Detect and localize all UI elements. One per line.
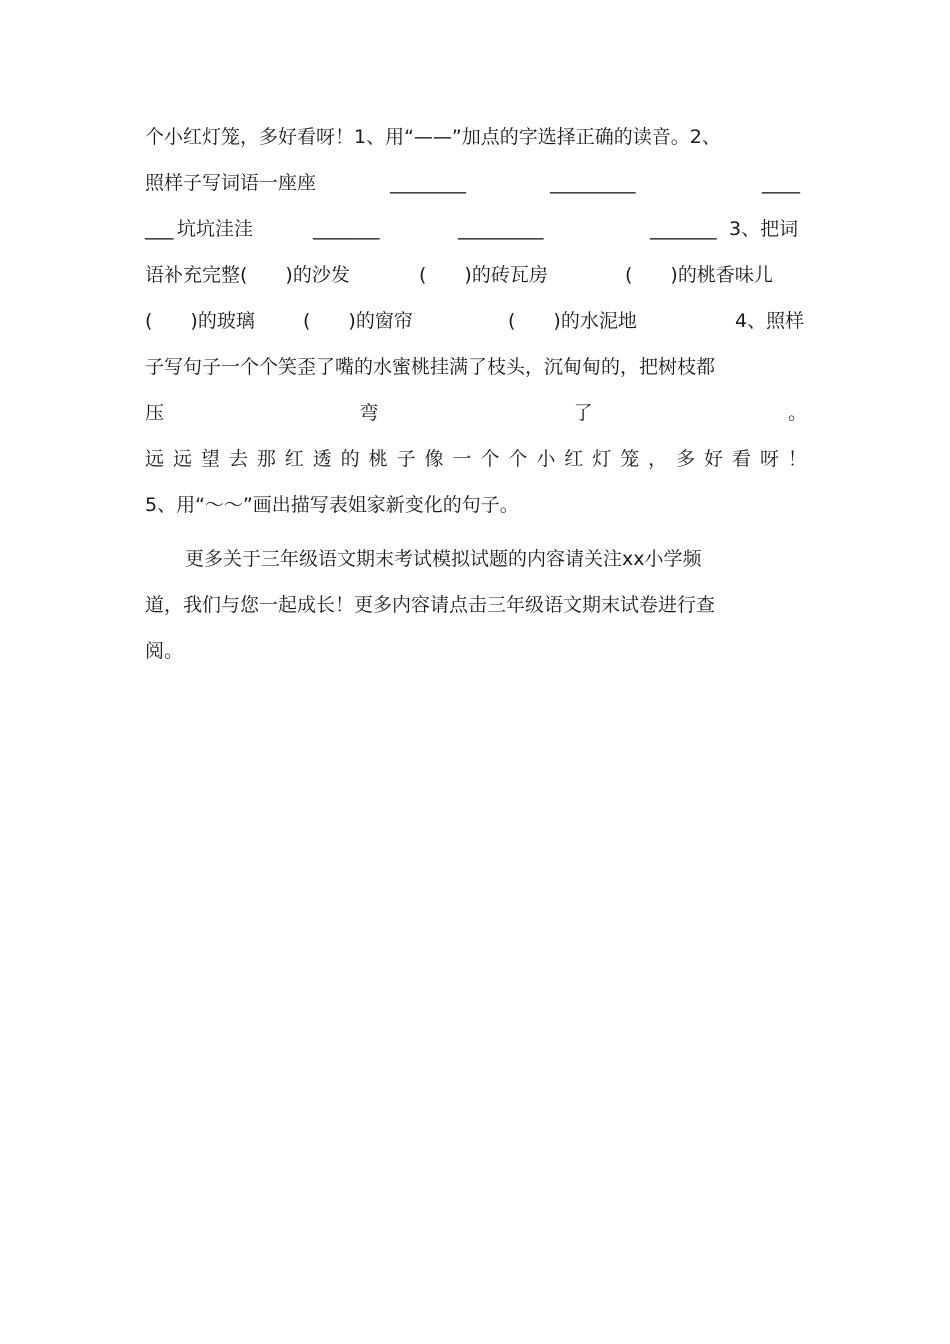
paragraph-text: 5、用“～～”画出描写表姐家新变化的句子。: [145, 494, 519, 516]
text-line: [145, 118, 807, 164]
justified-char: 桃: [368, 448, 388, 470]
justified-char: 透: [312, 448, 332, 470]
text-line: [145, 348, 807, 394]
justified-char: 压: [145, 402, 165, 424]
justified-char: 多: [676, 448, 696, 470]
example-word: 坑坑洼洼: [177, 218, 254, 240]
fill-item: ( )的窗帘: [303, 310, 413, 332]
text-line: [145, 164, 807, 210]
justified-char: 个: [480, 448, 500, 470]
text-line: [145, 302, 807, 348]
justified-char: 远: [145, 448, 165, 470]
justified-char: 像: [424, 448, 444, 470]
justified-char: 弯: [359, 402, 379, 424]
paragraph-text: 子写句子一个个笑歪了嘴的水蜜桃挂满了枝头，沉甸甸的，把树枝都: [145, 356, 716, 378]
justified-char: 小: [536, 448, 556, 470]
justified-char: ，: [648, 448, 668, 470]
justified-char: 。: [787, 402, 807, 424]
text-line: [145, 256, 807, 302]
paragraph-gap: [145, 532, 807, 540]
text-line: [145, 540, 807, 586]
answer-blank: ____: [762, 172, 800, 194]
paragraph-text: 更多关于三年级语文期末考试模拟试题的内容请关注xx小学频: [185, 548, 702, 570]
fill-item: ( )的桃香味儿: [625, 264, 773, 286]
text-line: [145, 394, 807, 440]
justified-char: 红: [284, 448, 304, 470]
text-line: [145, 210, 807, 256]
answer-blank: ________: [390, 172, 466, 194]
justified-char: 个: [508, 448, 528, 470]
paragraph-text: 阅。: [145, 640, 184, 662]
exercise-prompt: 照样子写词语一座座: [145, 172, 317, 194]
answer-blank: _________: [458, 218, 544, 240]
document-body: [145, 118, 807, 678]
justified-char: 好: [704, 448, 724, 470]
justified-char: 了: [573, 402, 593, 424]
answer-blank: _______: [650, 218, 717, 240]
justified-char: 灯: [592, 448, 612, 470]
paragraph-text: 4、照样: [735, 310, 805, 332]
text-line: [145, 586, 807, 632]
justified-char: 去: [228, 448, 248, 470]
justified-char: 那: [256, 448, 276, 470]
answer-blank: _______: [313, 218, 380, 240]
paragraph-text: 个小红灯笼，多好看呀！1、用“——”加点的字选择正确的读音。2、: [145, 126, 721, 148]
justified-char: 红: [564, 448, 584, 470]
fill-item: ( )的砖瓦房: [419, 264, 548, 286]
answer-blank: ___: [145, 218, 174, 240]
paragraph-text: 道，我们与您一起成长！更多内容请点击三年级语文期末试卷进行查: [145, 594, 716, 616]
fill-item: ( )的水泥地: [508, 310, 637, 332]
justified-char: ！: [787, 448, 807, 470]
justified-char: 子: [396, 448, 416, 470]
justified-char: 的: [340, 448, 360, 470]
text-line: [145, 486, 807, 532]
justified-char: 一: [452, 448, 472, 470]
fill-item: ( )的玻璃: [145, 310, 255, 332]
answer-blank: _________: [550, 172, 636, 194]
fill-item: 语补充完整( )的沙发: [145, 264, 350, 286]
justified-char: 看: [732, 448, 752, 470]
justified-char: 笼: [620, 448, 640, 470]
justified-char: 远: [172, 448, 192, 470]
justified-char: 呀: [759, 448, 779, 470]
text-line: [145, 440, 807, 486]
text-line: [145, 632, 807, 678]
paragraph-text: 3、把词: [729, 218, 799, 240]
justified-char: 望: [200, 448, 220, 470]
